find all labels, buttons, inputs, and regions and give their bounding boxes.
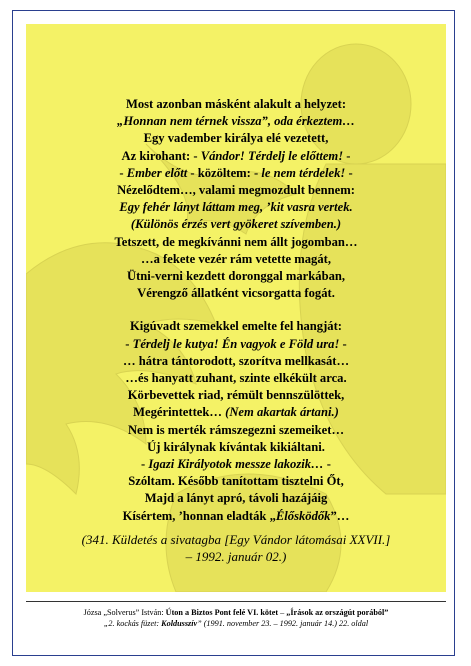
footer-line-2: [26, 618, 446, 629]
poem-line-segment: -: [119, 165, 127, 180]
footer-text: [26, 618, 446, 629]
poem-line-segment: Megérintettek…: [133, 405, 226, 420]
poem-line: [26, 165, 446, 182]
poem-line: [26, 370, 446, 387]
poem-line-segment: Vándor! Térdelj le előttem!: [200, 148, 344, 163]
poem-line: [26, 182, 446, 199]
poem-line-segment: le nem térdelek!: [261, 165, 346, 180]
poem-line-segment: Kigúvadt szemekkel emelte fel hangját:: [130, 319, 342, 334]
poem-line: [26, 130, 446, 147]
footer-text: [26, 607, 446, 618]
poem-line: [26, 96, 446, 113]
poem-line-segment: Nézelődtem…, valami megmozdult bennem:: [117, 183, 355, 198]
poem-line-segment: -: [141, 457, 149, 472]
poem-line-segment: ”…: [330, 508, 350, 523]
footer-text-segment: „Írások az országút porából”: [286, 608, 389, 617]
footer-text-segment: –: [278, 608, 287, 617]
footer-line-1: [26, 607, 446, 618]
page-footer: [26, 607, 446, 629]
poem-line-segment: (Különös érzés vert gyökeret szívemben.): [130, 217, 342, 232]
poem-line: [26, 336, 446, 353]
footer-text-segment: Józsa „Solverus” István:: [83, 608, 166, 617]
poem-line: [26, 199, 446, 216]
poem-line-segment: -: [345, 165, 353, 180]
poem-line-segment: Igazi Királyotok messze lakozik…: [148, 457, 324, 472]
poem-line: [26, 285, 446, 302]
poem-line-segment: Most azonban másként alakult a helyzet:: [125, 97, 347, 111]
poem-line-segment: Nem is merték rámszegezni szemeiket…: [127, 422, 345, 437]
poem-line-segment: Szóltam. Később tanítottam tisztelni Őt,: [128, 474, 344, 489]
poem-line-segment: Ember előtt: [126, 165, 188, 180]
poem-line: [26, 490, 446, 507]
poem-stanza-1: [26, 96, 446, 302]
poem-line: [26, 456, 446, 473]
poem-line-segment: Vérengző állatként vicsorgatta fogát.: [137, 286, 335, 301]
footer-text-segment: Koldusszív: [161, 619, 198, 628]
poem-line: [26, 216, 446, 233]
source-note-line-1: (341. Küldetés a sivatagba [Egy Vándor látomásai XXVII.]: [81, 532, 391, 547]
poem-line-segment: (Nem akartak ártani.): [225, 405, 339, 420]
stanza-gap: [26, 302, 446, 318]
poem-line-segment: Majd a lányt apró, távoli hazájáig: [144, 491, 328, 506]
poem-line-segment: „Honnan nem térnek vissza”, oda érkeztem…: [117, 114, 355, 129]
poem-line: [26, 439, 446, 456]
poem-line-segment: - közöltem: -: [187, 165, 262, 180]
poem-line-segment: Az kirohant: -: [121, 148, 201, 163]
footer-text-segment: „2. kockás füzet:: [103, 619, 162, 628]
poem-stanza-2: [26, 318, 446, 524]
poem-line-segment: Ütni-verni kezdett doronggal markában,: [126, 269, 346, 284]
poem-line-segment: Élősködők: [275, 508, 331, 523]
poem-line-segment: Tetszett, de megkívánni nem állt jogomban…: [114, 234, 358, 249]
poem-line: [26, 422, 446, 439]
source-note-line-2: – 1992. január 02.): [185, 549, 287, 564]
poem-line: [26, 148, 446, 165]
poem-line: [26, 113, 446, 130]
poem-line: [26, 234, 446, 251]
footer-divider: [26, 601, 446, 602]
poem-line-segment: …és hanyatt zuhant, szinte elkékült arca.: [125, 371, 347, 386]
footer-text-segment: Úton a Biztos Pont felé VI. kötet: [165, 608, 279, 617]
poem-line: [26, 353, 446, 370]
poem-line-segment: Új királynak kívántak kikiáltani.: [147, 439, 325, 454]
poem-line: [26, 318, 446, 335]
poem: [26, 96, 446, 525]
source-note: [26, 531, 446, 565]
poem-line-segment: -: [343, 148, 351, 163]
poem-line-segment: -: [339, 336, 347, 351]
poem-line-segment: Térdelj le kutya! Én vagyok e Föld ura!: [132, 336, 340, 351]
poem-line-segment: -: [323, 457, 331, 472]
poem-line: [26, 251, 446, 268]
poem-line: [26, 404, 446, 421]
poem-line-segment: …a fekete vezér rám vetette magát,: [141, 251, 331, 266]
poem-line: [26, 268, 446, 285]
poem-line: [26, 473, 446, 490]
poem-line: [26, 508, 446, 525]
poem-line-segment: -: [125, 336, 133, 351]
poem-line-segment: … hátra tántorodott, szorítva mellkasát…: [122, 353, 350, 368]
footer-text-segment: ” (1991. november 23. – 1992. január 14.) 22. oldal: [197, 619, 369, 628]
poem-line-segment: Egy fehér lányt láttam meg, ’kit vasra vertek.: [119, 200, 353, 215]
poem-line-segment: Egy vadember királya elé vezetett,: [143, 131, 329, 146]
poem-line-segment: Körbevettek riad, rémült bennszülöttek,: [127, 388, 345, 403]
poem-line-segment: Kísértem, ’honnan eladták „: [122, 508, 276, 523]
poem-line: [26, 387, 446, 404]
